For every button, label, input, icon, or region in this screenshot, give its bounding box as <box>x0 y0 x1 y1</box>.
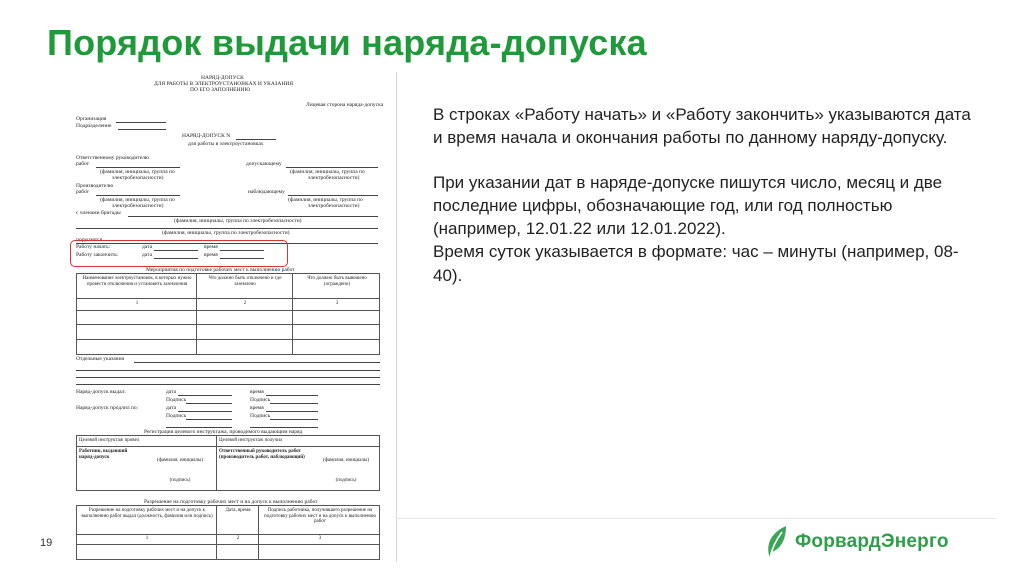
divider-vertical <box>396 72 397 562</box>
doc-observer: наблюдающему <box>248 189 285 195</box>
doc-brigade: с членами бригады <box>76 210 121 216</box>
doc-permit-title: Разрешение на подготовку рабочих мест и на допуск к выполнению работ <box>144 499 318 505</box>
explanation-text <box>433 103 978 287</box>
doc-header-3: ПО ЕГО ЗАПОЛНЕНИЮ <box>190 87 251 93</box>
doc-prod2: работ <box>76 189 90 195</box>
doc-header-2: ДЛЯ РАБОТЫ В ЭЛЕКТРОУСТАНОВКАХ И УКАЗАНИЯ <box>154 81 294 87</box>
doc-side-label: Лицевая сторона наряда-допуска <box>306 102 384 108</box>
paragraph-date-format: При указании дат в наряде-допуске пишутся число, месяц и две последние цифры, обозначающие год, или год полностью (например, 12.01.22 или 12.01.2022). <box>433 172 943 239</box>
logo-text: ФорвардЭнерго <box>795 531 949 552</box>
doc-el-1: электробезопасности) <box>112 175 164 181</box>
doc-resp1: Ответственному руководителю <box>76 155 150 161</box>
doc-fio-2: (фамилия, инициалы, группа по <box>290 169 365 175</box>
doc-dept: Подразделение <box>76 123 112 129</box>
doc-fio-4: (фамилия, инициалы, группа по <box>288 197 363 203</box>
doc-order: поручается <box>76 237 103 243</box>
doc-start-date: дата <box>142 244 153 250</box>
doc-extended: Наряд-допуск продлил по: <box>76 405 139 411</box>
divider-horizontal <box>396 518 996 519</box>
leaf-icon <box>764 524 790 560</box>
permit-table: Разрешение на подготовку рабочих мест и на допуск к выполнению работ выдал (должность, фамилия или подпись) Дата, время Подпись работника, получившего разрешение на подготовку рабочих мест и на допуск к выполнению работ 1 2 3 <box>76 505 380 560</box>
instruction-table: Целевой инструктаж провел Целевой инструктаж получил Работник, выдавший наряд-допуск (фамилия, инициалы) (подпись) Ответственный руководитель работ (производитель работ, наблюдающий) (фамилия, инициалы) (подпись) <box>76 435 380 491</box>
doc-finish-time: время <box>204 252 218 258</box>
highlight-start-finish <box>70 240 288 267</box>
doc-el-2: электробезопасности) <box>308 175 360 181</box>
doc-start-time: время <box>204 244 218 250</box>
measures-table: Наименование электроустановок, в которых нужно провести отключения и установить заземления Что должно быть отключено и где заземлено Что должно быть вывешено (ограждено) 1 2 3 <box>76 273 380 355</box>
doc-finish: Работу закончить: <box>76 252 119 258</box>
doc-start: Работу начать: <box>76 244 111 250</box>
doc-measures-title: Мероприятия по подготовке рабочих мест к выполнению работ <box>146 267 295 273</box>
doc-nd-sub: для работы в электроустановках <box>188 141 264 147</box>
paragraph-start-finish: В строках «Работу начать» и «Работу закончить» указываются дата и время начала и окончания работы по данному наряду-допуску. <box>433 105 971 148</box>
doc-fio-5: (фамилия, инициалы, группа по электробезопасности) <box>174 218 302 224</box>
doc-fio-1: (фамилия, инициалы, группа по <box>100 169 175 175</box>
doc-resp2: работ <box>76 161 90 167</box>
page-title: Порядок выдачи наряда-допуска <box>47 22 647 63</box>
doc-org: Организация <box>76 116 107 122</box>
doc-el-3: электробезопасности) <box>112 203 164 209</box>
doc-header-1: НАРЯД-ДОПУСК <box>201 75 244 81</box>
doc-special: Отдельные указания <box>76 356 125 362</box>
doc-prod1: Производителю <box>76 183 114 189</box>
doc-issued: Наряд-допуск выдал: <box>76 389 126 395</box>
doc-finish-date: дата <box>142 252 153 258</box>
slide-number: 19 <box>40 537 53 549</box>
paragraph-time-format: Время суток указывается в формате: час – минуты (например, 08-40). <box>433 242 959 285</box>
doc-fio-6: (фамилия, инициалы, группа по электробезопасности) <box>162 230 290 236</box>
doc-fio-3: (фамилия, инициалы, группа по <box>100 197 175 203</box>
doc-el-4: электробезопасности) <box>308 203 360 209</box>
work-permit-form: НАРЯД-ДОПУСК ДЛЯ РАБОТЫ В ЭЛЕКТРОУСТАНОВКАХ И УКАЗАНИЯ ПО ЕГО ЗАПОЛНЕНИЮ Лицевая сторона наряда-допуска Организация Подразделение НАРЯД-ДОПУСК N для работы в электроустановках Ответственному руководителю работ (фамилия, инициалы, группа по электробезопасности) допускающему (фамилия, инициалы, группа по электробезопасности) Производителю работ (фамилия, инициалы, группа по электробезопасности) наблюдающему (фамилия, инициалы, группа по электробезопасности) с членами бригады (фамилия, инициалы, группа по электробезопасности) (фамилия, инициалы, группа по электробезопасности) поручается Работу начать: дата время Работу закончить: дата время Мероприятия по подготовке рабочих мест к выполнению работ Наименование электроустановок, в которых нужно провести отключения и установить заземления Что должно быть отключено и где заземлено Что должно быть вывешено (ограждено) 1 2 3 Отдельные указания Наряд-допуск выдал: дата время Подпись Подпись Наряд-допуск продлил по: дата время Подпись Подпись Регистрация целевого инструктажа, проводимого выдающим наряд Целевой инструктаж провел Целевой инструктаж получил Работник, выдавший наряд-допуск (фамилия, инициалы) (подпись) Ответственный руководитель работ (производитель работ, наблюдающий) (фамилия, инициалы) (подпись) Разрешение на подготовку рабочих мест и на допуск к выполнению работ Разрешение на подготовку рабочих мест и на допуск к выполнению работ выдал (должность, фамилия или подпись) Дата, время Подпись работника, получившего разрешение на подготовку рабочих мест и на допуск к выполнению работ 1 2 3 <box>62 75 388 560</box>
doc-admit: допускающему <box>246 161 282 167</box>
company-logo <box>764 524 949 560</box>
doc-instr-title: Регистрация целевого инструктажа, проводимого выдающим наряд <box>144 429 303 435</box>
doc-nd-title: НАРЯД-ДОПУСК N <box>182 133 231 139</box>
